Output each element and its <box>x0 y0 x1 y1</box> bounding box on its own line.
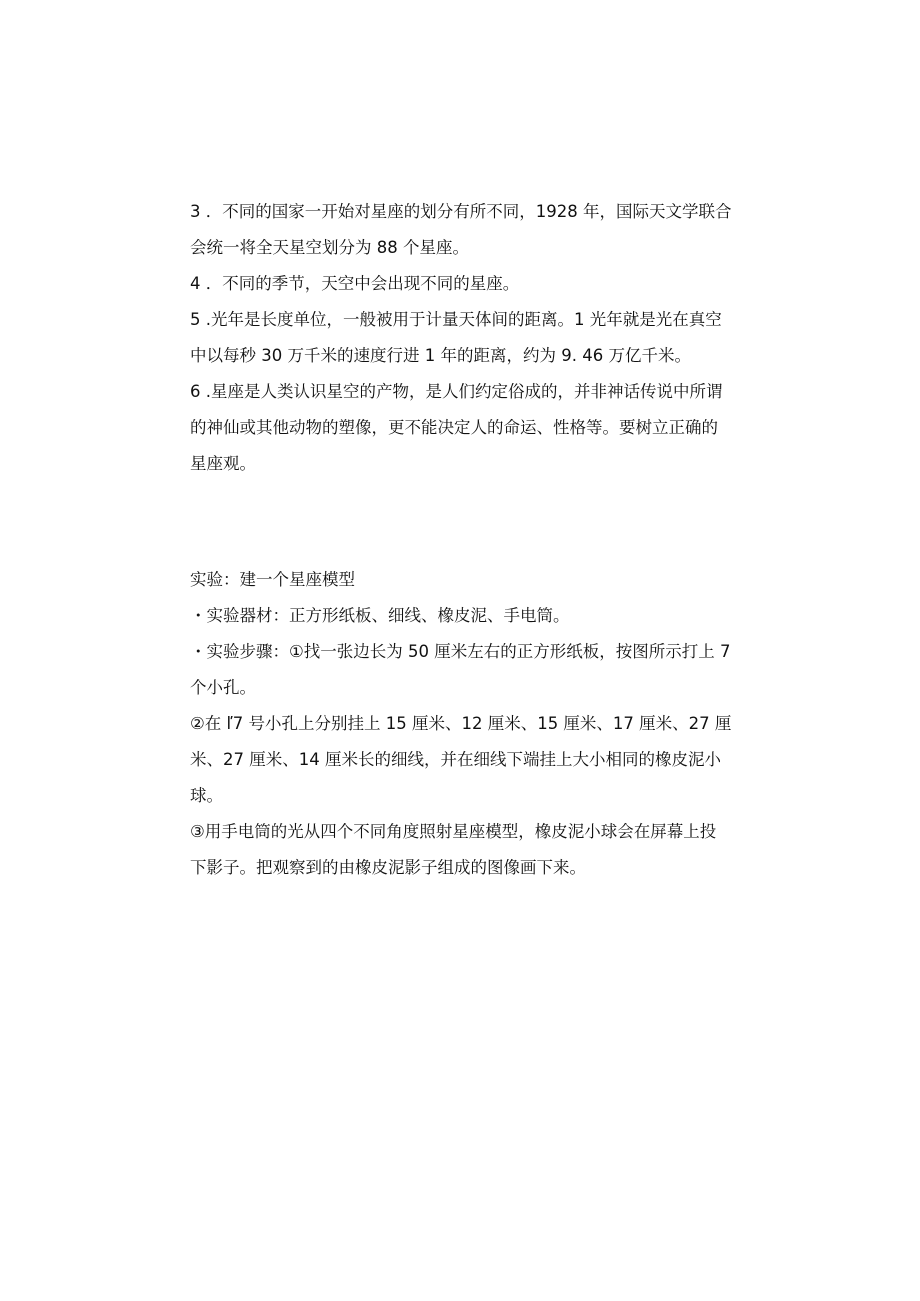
section-gap <box>190 482 755 562</box>
text-line: 实验：建一个星座模型 <box>190 570 355 589</box>
experiment-steps-intro <box>190 634 755 706</box>
text-line: ・实验器材：正方形纸板、细线、橡皮泥、手电筒。 <box>190 606 570 625</box>
text-line: 中以每秒 30 万千米的速度行进 1 年的距离，约为 9. 46 万亿千米。 <box>190 346 691 365</box>
text-line: 4 ．不同的季节，天空中会出现不同的星座。 <box>190 274 520 293</box>
text-line: 球。 <box>190 786 223 805</box>
text-line: 个小孔。 <box>190 678 256 697</box>
text-line: 3 ．不同的国家一开始对星座的划分有所不同，1928 年，国际天文学联合 <box>190 202 732 221</box>
knowledge-item-4 <box>190 266 755 302</box>
text-line: ②在 ľ7 号小孔上分别挂上 15 厘米、12 厘米、15 厘米、17 厘米、27 厘 <box>190 714 732 733</box>
document-body <box>190 194 755 886</box>
experiment-title <box>190 562 755 598</box>
text-line: 6 .星座是人类认识星空的产物，是人们约定俗成的，并非神话传说中所谓 <box>190 382 723 401</box>
text-line: 下影子。把观察到的由橡皮泥影子组成的图像画下来。 <box>190 858 586 877</box>
text-line: 星座观。 <box>190 454 256 473</box>
text-line: ・实验步骤：①找一张边长为 50 厘米左右的正方形纸板，按图所示打上 7 <box>190 642 731 661</box>
text-line: 的神仙或其他动物的塑像，更不能决定人的命运、性格等。要树立正确的 <box>190 418 718 437</box>
experiment-step-2 <box>190 706 755 814</box>
text-line: 5 .光年是长度单位，一般被用于计量天体间的距离。1 光年就是光在真空 <box>190 310 722 329</box>
experiment-step-3 <box>190 814 755 886</box>
knowledge-item-3 <box>190 194 755 266</box>
knowledge-item-5 <box>190 302 755 374</box>
text-line: 会统一将全天星空划分为 88 个星座。 <box>190 238 469 257</box>
experiment-materials <box>190 598 755 634</box>
knowledge-item-6 <box>190 374 755 482</box>
text-line: 米、27 厘米、14 厘米长的细线，并在细线下端挂上大小相同的橡皮泥小 <box>190 750 721 769</box>
text-line: ③用手电筒的光从四个不同角度照射星座模型，橡皮泥小球会在屏幕上投 <box>190 822 717 841</box>
